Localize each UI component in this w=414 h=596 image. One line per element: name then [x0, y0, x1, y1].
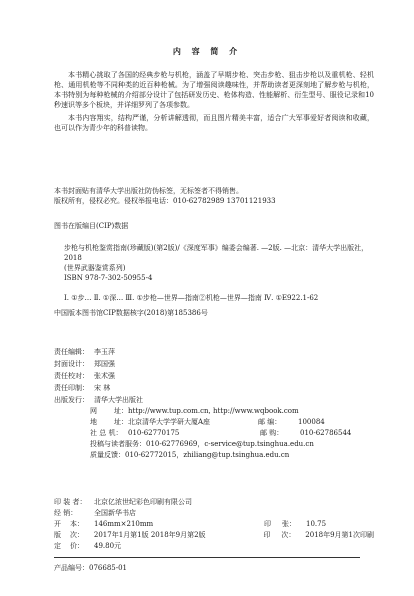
format-label: 开: [54, 520, 61, 529]
cip-body: [64, 243, 369, 284]
price-row: [54, 541, 374, 552]
staff-label: 责任校对：: [54, 371, 89, 380]
format-row: [54, 519, 374, 530]
staff-label: 封面设计：: [54, 359, 89, 368]
page-title: 内 容 简 介: [172, 46, 242, 56]
distributor-label: 经 销：: [54, 509, 78, 518]
address-label-suffix: 址：: [114, 418, 128, 427]
cip-classification: Ⅰ. ①步… Ⅱ. ①深… Ⅲ. ①步枪—世界—指南②机枪—世界—指南 Ⅳ. ①E922.1-62: [64, 294, 319, 302]
printer-value: 北京亿浓世纪彩色印刷有限公司: [94, 498, 192, 507]
mail-order-value: 010-62786544: [300, 429, 352, 438]
sheets-label-suffix: 张：: [282, 520, 296, 529]
staff-row: [54, 394, 374, 406]
staff-value: 郑国强: [94, 359, 115, 368]
notice-section: [54, 186, 374, 206]
publisher-service-row: 投稿与读者服务：010-62776969，c-service@tup.tsinghua.edu.cn: [90, 440, 314, 449]
staff-value: 宋 林: [94, 383, 111, 392]
zip-value: 100084: [298, 418, 325, 427]
product-number: 产品编号：076685-01: [54, 564, 127, 572]
printing-label-suffix: 次：: [281, 531, 296, 540]
web-label-suffix: 址：: [114, 407, 128, 416]
intro-paragraph: 本书精心挑取了各国的经典步枪与机枪，涵盖了早期步枪、突击步枪、狙击步枪以及重机枪、轻机枪、通用机枪等不同种类的近百种枪械。为了增强阅读趣味性，并帮助读者更深刻地了解步枪与机枪，本书特别为每种枪械的介绍部分设计了包括研发历史、枪体构造、性能解析、衍生型号、服役记录和10秒速识等多个板块，并详细罗列了各项参数。: [54, 71, 374, 110]
mail-order-label: 邮 购：: [260, 429, 284, 438]
staff-label: 责任印制：: [54, 383, 89, 392]
cip-heading: 图书在版编目(CIP)数据: [54, 222, 129, 230]
printer-label: 印 装 者：: [54, 498, 87, 507]
publisher-phone-row: [54, 428, 374, 439]
staff-value: 清华大学出版社: [94, 395, 143, 404]
switchboard-label: 社 总 机：: [90, 429, 123, 438]
cip-record-number: 中国版本图书馆CIP数据核字(2018)第185386号: [54, 309, 208, 317]
intro-paragraph: 本书内容翔实，结构严谨，分析讲解透彻，而且图片精美丰富，适合广大军事爱好者阅读和收藏，也可以作为青少年的科普读物。: [54, 113, 374, 132]
cip-isbn: ISBN 978-7-302-50955-4: [64, 274, 153, 283]
staff-row: [54, 358, 374, 370]
zip-label: 邮 编：: [258, 418, 282, 427]
web-label: 网: [90, 407, 97, 416]
print-spec-section: [54, 497, 374, 552]
staff-value: 李玉萍: [94, 347, 115, 356]
edition-label: 版: [54, 531, 61, 540]
address-value: 北京清华大学学研大厦A座: [128, 418, 211, 427]
publisher-quality-row: 质量反馈：010-62772015，zhiliang@tup.tsinghua.edu.cn: [90, 451, 290, 460]
price-value: 49.80元: [94, 542, 122, 551]
staff-value: 张术强: [94, 371, 115, 380]
switchboard-value: 010-62770175: [128, 429, 180, 438]
staff-section: [54, 346, 374, 461]
cip-title-line: 步枪与机枪鉴赏指南(珍藏版)(第2版)/《深度军事》编委会编著. —2版. —北京：清华大学出版社，2018: [64, 244, 369, 263]
sheets-label: 印: [264, 520, 271, 529]
anti-counterfeit-notice: 本书封面贴有清华大学出版社防伪标签，无标签者不得销售。: [54, 187, 243, 195]
copyright-notice: 版权所有，侵权必究。侵权举报电话：010-62782989 13701121933: [54, 197, 276, 206]
divider: [54, 557, 360, 558]
cip-series-line: (世界武器鉴赏系列): [64, 264, 126, 273]
format-label-suffix: 本：: [70, 520, 84, 529]
format-value: 146mm×210mm: [94, 520, 154, 529]
price-label-suffix: 价：: [70, 542, 84, 551]
printer-row: [54, 497, 374, 508]
price-label: 定: [54, 542, 61, 551]
distributor-value: 全国新华书店: [94, 509, 136, 518]
edition-row: [54, 530, 374, 541]
staff-label: 责任编辑：: [54, 347, 89, 356]
distributor-row: [54, 508, 374, 519]
staff-label: 出版发行：: [54, 395, 89, 404]
publisher-web-row: [54, 406, 374, 417]
sheets-value: 10.75: [306, 520, 327, 529]
edition-label-suffix: 次：: [69, 531, 84, 540]
staff-row: [54, 382, 374, 394]
publisher-address-row: [54, 417, 374, 428]
intro-section: [54, 70, 374, 135]
staff-row: [54, 346, 374, 358]
printing-value: 2018年9月第1次印刷: [305, 531, 375, 540]
web-value: http://www.tup.com.cn, http://www.wqbook.com: [128, 407, 299, 416]
printing-label: 印: [263, 531, 271, 540]
address-label: 地: [90, 418, 97, 427]
edition-value: 2017年1月第1版 2018年9月第2版: [93, 531, 206, 540]
staff-row: [54, 370, 374, 382]
